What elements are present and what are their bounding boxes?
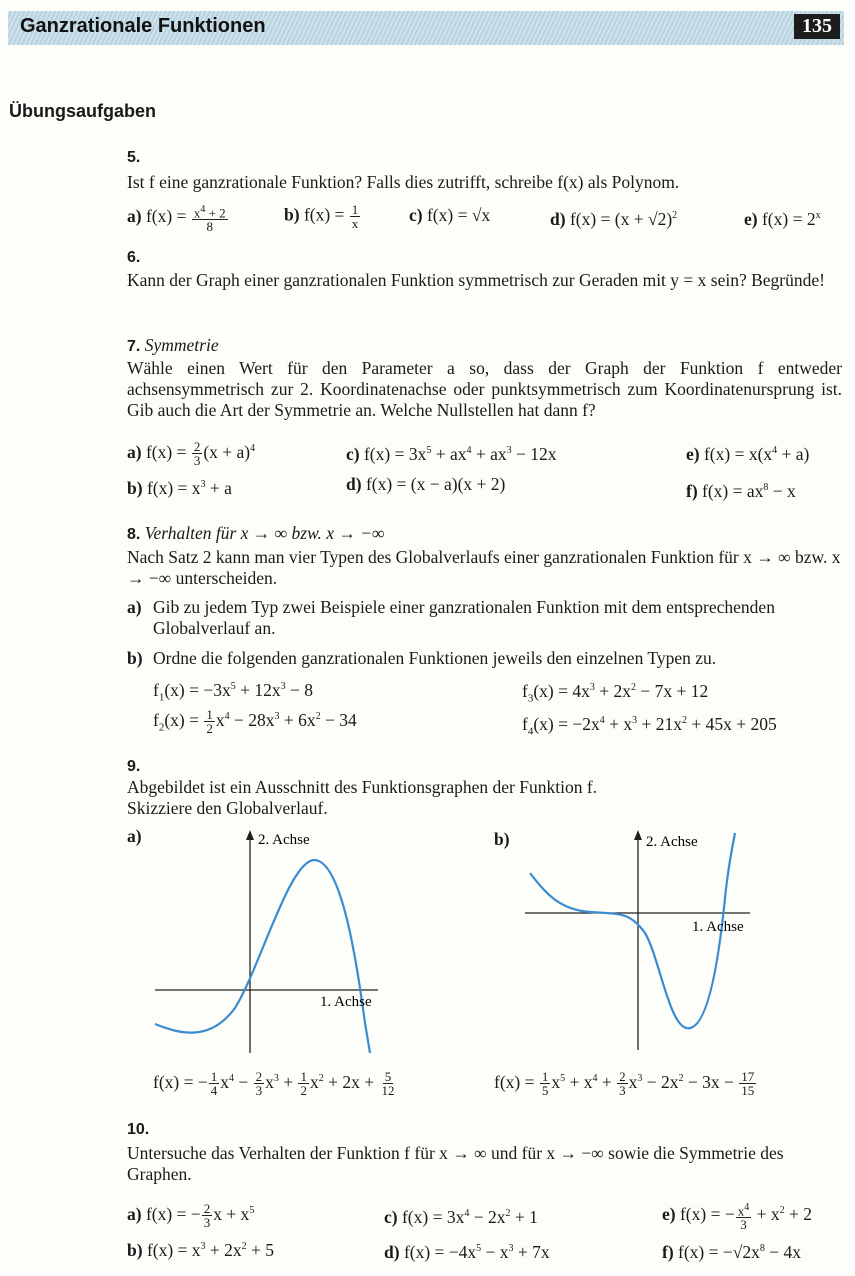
exercise-8-heading: 8. Verhalten für x → ∞ bzw. x → −∞ (127, 523, 385, 543)
exercise-8-f4: $f_4(x) = -2x^4 + x^3 + 21x^2 + 45x + 205$ (522, 713, 777, 738)
graph-a-y-label: 2. Achse (258, 832, 310, 848)
exercise-8-a-text: Gib zu jedem Typ zwei Beispiele einer ganzrationalen Funktion mit dem entsprechenden Globalverlauf an. (153, 597, 775, 638)
section-title: Übungsaufgaben (9, 101, 156, 121)
exercise-7-d: d) f(x) = (x − a)(x + 2) (346, 474, 506, 494)
exercise-9-number: 9. (127, 758, 141, 775)
exercise-8-f3: $f_3(x) = 4x^3 + 2x^2 - 7x + 12$ (522, 680, 709, 705)
exercise-6-number: 6. (127, 249, 141, 266)
exercise-10-text: Untersuche das Verhalten der Funktion f für x → ∞ und für x → −∞ sowie die Symmetrie des Graphen. (127, 1143, 784, 1184)
exercise-5-text: Ist f eine ganzrationale Funktion? Falls dies zutrifft, schreibe f(x) als Polynom. (127, 172, 680, 192)
exercise-5-a: a) f(x) = $\frac{x^4 + 2}{8}$ (127, 204, 226, 235)
graph-b (520, 828, 760, 1056)
exercise-7-a: a) f(x) = $\frac{2}{3}$ $(x + a)^4$ (127, 439, 256, 469)
exercise-10-b: b) $f(x) = x^3 + 2x^2 + 5$ (127, 1239, 275, 1260)
graph-b-y-arrow-icon (634, 830, 642, 840)
exercise-8-f2: $f_2(x)$ = $\frac{1}{2}$ $x^4 - 28x^3 + 6x^2 - 34$ (153, 707, 357, 737)
exercise-10-e: e) f(x) = − $\frac{x^4}{3}$ + $x^2 + 2$ (662, 1201, 812, 1232)
exercise-6-text: Kann der Graph einer ganzrationalen Funktion symmetrisch zur Geraden mit y = x sein? Begründe! (127, 270, 825, 290)
exercise-8-b-text: Ordne die folgenden ganzrationalen Funktionen jeweils den einzelnen Typen zu. (153, 648, 717, 668)
exercise-7-heading: 7. Symmetrie (127, 335, 219, 355)
exercise-10-f: f) $f(x) = -√2x^8 - 4x$ (662, 1241, 801, 1262)
exercise-5-c: c) f(x) = √x (409, 205, 491, 225)
exercise-8-a-label: a) (127, 597, 142, 617)
exercise-7-b: b) $f(x) = x^3 + a$ (127, 477, 232, 498)
exercise-5-e: e) $f(x) = 2^x$ (744, 208, 821, 229)
exercise-5-number: 5. (127, 149, 141, 166)
exercise-8-b-label: b) (127, 648, 143, 668)
exercise-8-text: Nach Satz 2 kann man vier Typen des Globalverlaufs einer ganzrationalen Funktion für x → ∞ bzw. x → −∞ unterscheiden. (127, 547, 841, 588)
graph-a-formula: f(x) = − $\frac{1}{4}$ $x^4$ − $\frac{2}{3}$ $x^3$ + $\frac{1}{2}$ $x^2 + 2x$ + $\frac{5}{12}$ (153, 1069, 395, 1099)
exercise-10-d: d) $f(x) = -4x^5 - x^3 + 7x$ (384, 1241, 550, 1262)
exercise-10-number: 10. (127, 1121, 150, 1138)
page-header (8, 11, 844, 45)
exercise-7-e: e) $f(x) = x(x^4 + a)$ (686, 443, 810, 464)
exercise-10-c: c) $f(x) = 3x^4 - 2x^2 + 1$ (384, 1206, 538, 1227)
graph-b-x-label: 1. Achse (692, 919, 744, 935)
exercise-7-c: c) $f(x) = 3x^5 + ax^4 + ax^3 - 12x$ (346, 443, 557, 464)
graph-a (150, 828, 380, 1058)
graph-a-x-label: 1. Achse (320, 994, 372, 1010)
exercise-7-text: Wähle einen Wert für den Parameter a so, dass der Graph der Funktion f entweder achsensymmetrisch zur 2. Koordinatenachse oder punktsymmetrisch zum Koordinatenursprung ist. Gib auch die Art der Symmetrie an. Welche Nullstellen hat dann f? (127, 358, 842, 420)
page-number: 135 (794, 14, 840, 39)
graph-b-formula: f(x) = $\frac{1}{5}$ $x^5 + x^4$ + $\frac{2}{3}$ $x^3 - 2x^2 - 3x$ − $\frac{17}{15}$ (494, 1069, 755, 1099)
exercise-5-d: d) $f(x) = (x + √2)^2$ (550, 208, 678, 229)
graph-a-curve (155, 860, 370, 1053)
exercise-5-b: b) f(x) = $\frac{1}{x}$ (284, 202, 359, 231)
exercise-9-text-2: Skizziere den Globalverlauf. (127, 798, 328, 818)
exercise-9-b-label: b) (494, 829, 510, 849)
exercise-9-text-1: Abgebildet ist ein Ausschnitt des Funktionsgraphen der Funktion f. (127, 777, 598, 797)
exercise-8-f1: $f_1(x) = -3x^5 + 12x^3 - 8$ (153, 679, 313, 704)
chapter-title: Ganzrationale Funktionen (20, 15, 266, 37)
graph-b-y-label: 2. Achse (646, 834, 698, 850)
exercise-9-a-label: a) (127, 826, 142, 846)
exercise-10-a: a) f(x) = − $\frac{2}{3}$ $x + x^5$ (127, 1201, 255, 1231)
graph-a-y-arrow-icon (246, 830, 254, 840)
exercise-7-f: f) $f(x) = ax^8 - x$ (686, 480, 796, 501)
